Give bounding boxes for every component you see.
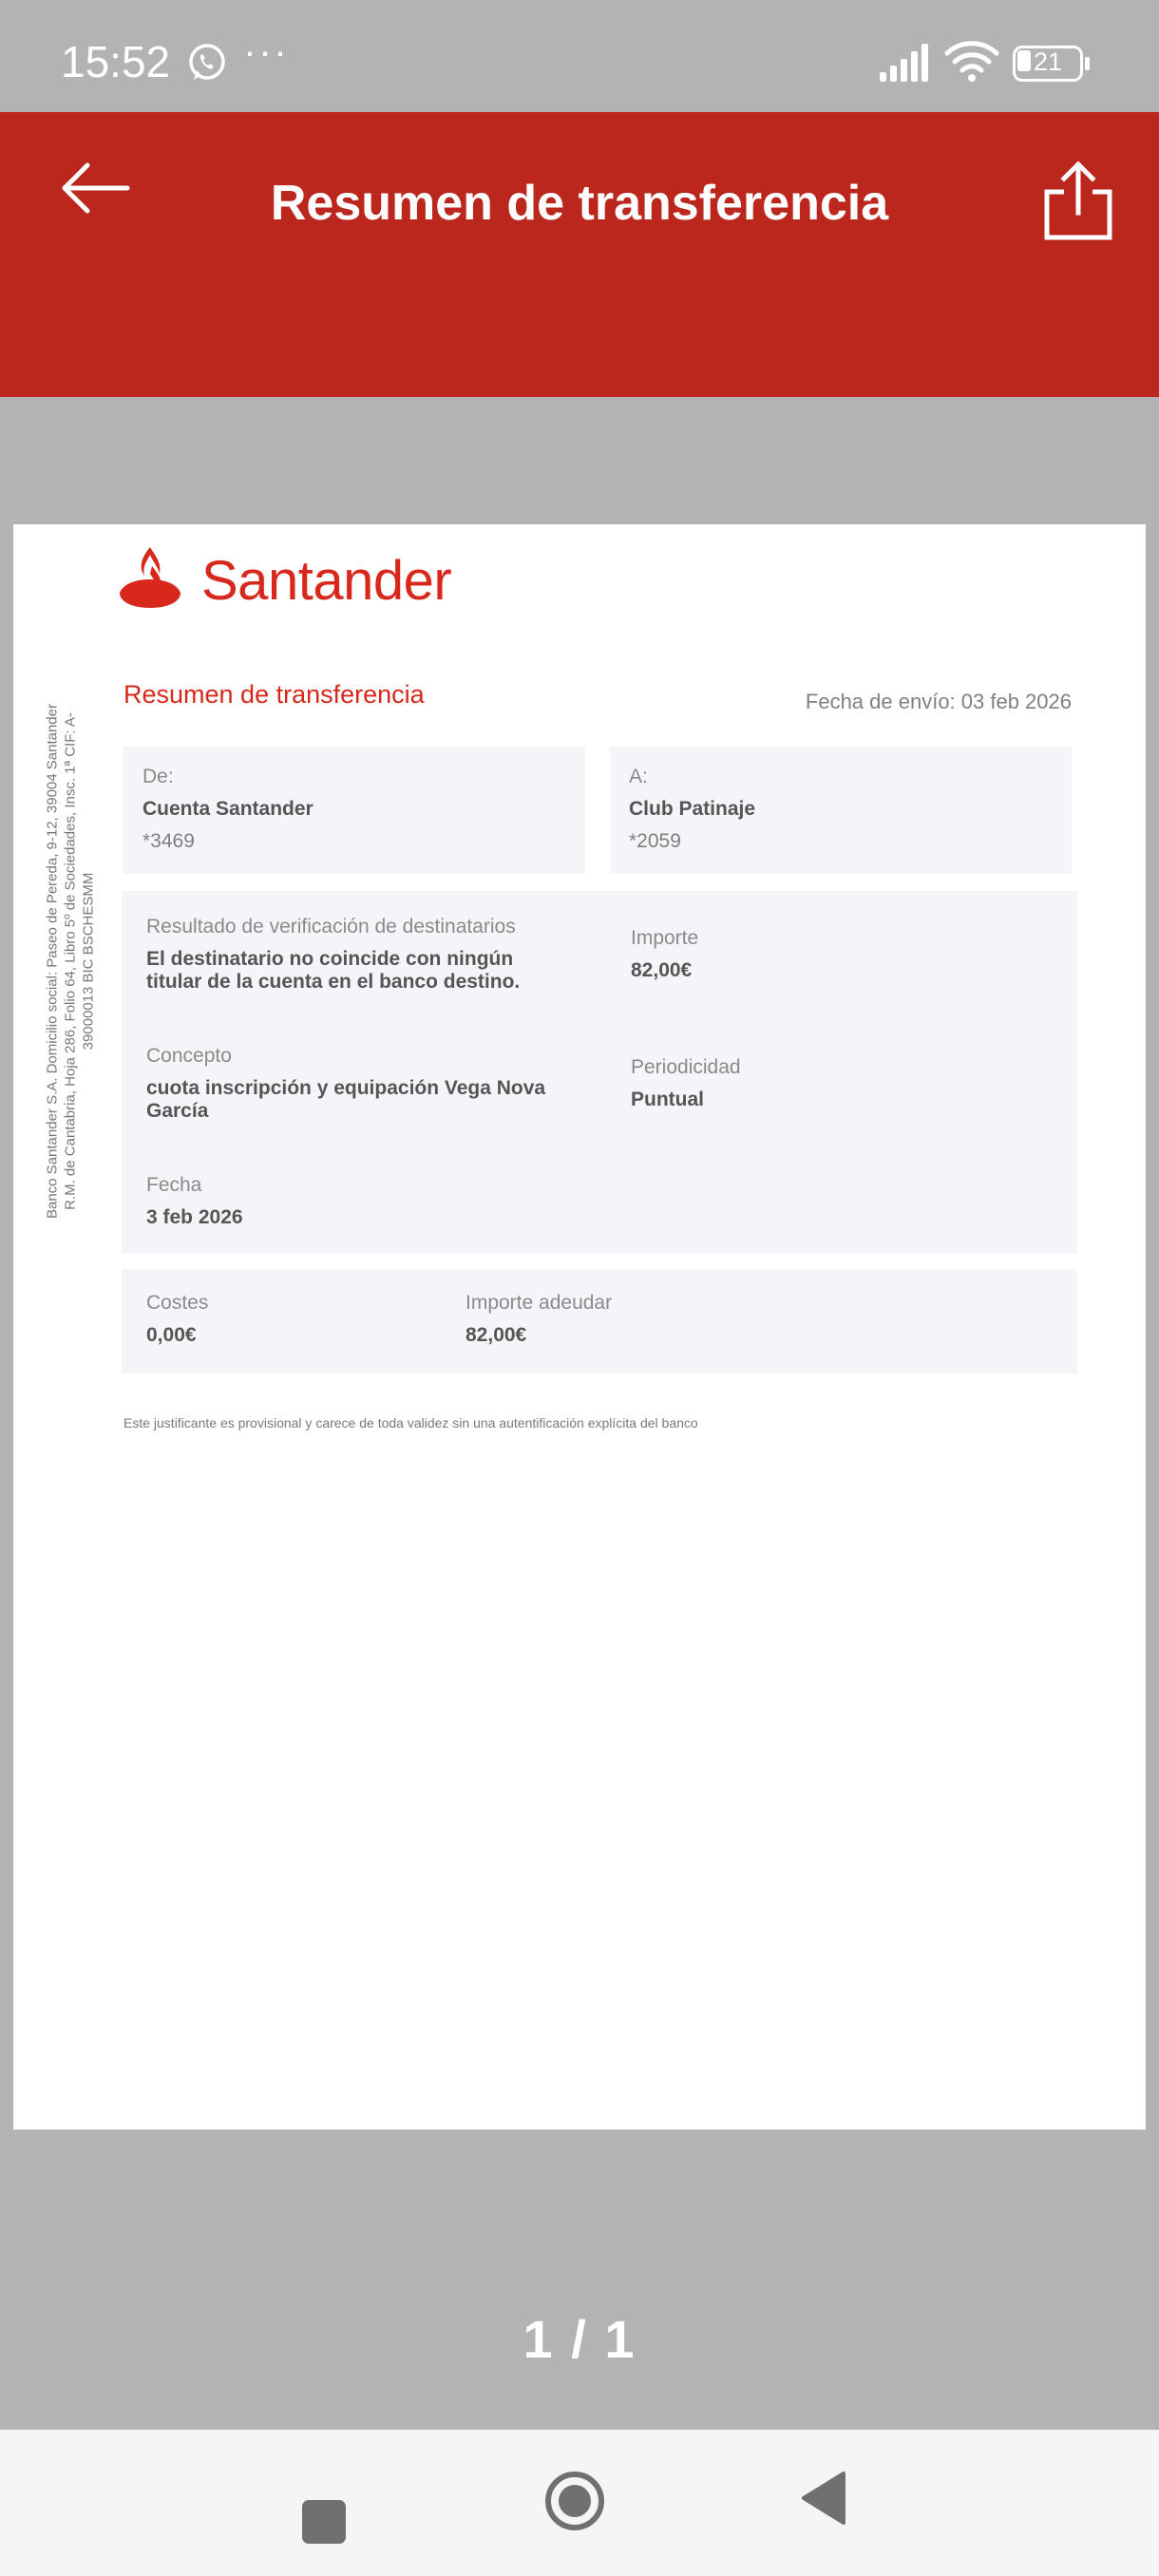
to-label: A:	[629, 766, 648, 787]
concept-label: Concepto	[146, 1045, 232, 1067]
periodicity-label: Periodicidad	[631, 1056, 741, 1078]
from-account-card	[124, 747, 585, 874]
concept-value: cuota inscripción y equipación Vega Nova García	[146, 1077, 546, 1122]
status-bar	[0, 0, 1159, 112]
costs-panel	[122, 1269, 1077, 1373]
from-account: *3469	[142, 830, 195, 852]
transfer-details	[122, 891, 1077, 1254]
status-time: 15:52	[61, 37, 171, 86]
page-indicator: 1 / 1	[522, 2309, 636, 2369]
periodicity-value: Puntual	[631, 1089, 704, 1110]
date-label: Fecha	[146, 1174, 202, 1196]
verification-field	[146, 916, 564, 994]
concept-field	[146, 1045, 564, 1123]
page-title: Resumen de transferencia	[270, 176, 889, 231]
debit-amount-label: Importe adeudar	[466, 1292, 613, 1314]
debit-amount-value: 82,00€	[466, 1324, 527, 1346]
costs-value: 0,00€	[146, 1324, 197, 1346]
to-account: *2059	[629, 830, 681, 852]
logo-text: Santander	[201, 550, 452, 612]
verification-value: El destinatario no coincide con ningún titular de la cuenta en el banco destino.	[146, 948, 521, 993]
document-page	[13, 524, 1146, 2130]
document-title: Resumen de transferencia	[124, 680, 425, 709]
costs-field	[146, 1292, 431, 1347]
debit-amount-field	[466, 1292, 846, 1347]
battery-level: 21	[1033, 47, 1063, 76]
back-icon[interactable]	[800, 2470, 847, 2527]
wifi-icon	[944, 38, 999, 84]
from-label: De:	[142, 766, 174, 787]
signal-icon	[880, 44, 933, 82]
from-name: Cuenta Santander	[142, 798, 314, 820]
recents-icon[interactable]	[302, 2500, 346, 2544]
santander-flame-icon	[118, 545, 182, 608]
santander-logo	[118, 545, 460, 614]
share-icon[interactable]	[1043, 160, 1113, 241]
app-bar	[0, 112, 1159, 397]
send-date: Fecha de envío: 03 feb 2026	[805, 690, 1072, 713]
home-icon[interactable]	[543, 2470, 606, 2532]
to-name: Club Patinaje	[629, 798, 756, 820]
legal-sidebar	[42, 695, 99, 1227]
verification-label: Resultado de verificación de destinatarios	[146, 916, 516, 938]
amount-value: 82,00€	[631, 959, 693, 981]
whatsapp-icon	[186, 42, 228, 84]
amount-label: Importe	[631, 927, 699, 949]
costs-label: Costes	[146, 1292, 209, 1314]
periodicity-field	[631, 1056, 1011, 1111]
more-notifications-icon: ···	[243, 28, 289, 73]
legal-text: Banco Santander S.A. Domicilio social: Paseo de Pereda, 9-12, 39004 Santander R.M. de Cantabria, Hoja 286, Folio 64, Libro 5º de Sociedades, Insc. 1ª CIF: A-39000013 BIC BSCHESMM	[44, 704, 97, 1220]
date-field	[146, 1174, 564, 1229]
date-value: 3 feb 2026	[146, 1206, 243, 1228]
to-account-card	[610, 747, 1072, 874]
battery-icon	[1013, 46, 1091, 82]
disclaimer: Este justificante es provisional y carece de toda validez sin una autentificación explícita del banco	[124, 1415, 698, 1430]
amount-field	[631, 927, 1011, 982]
